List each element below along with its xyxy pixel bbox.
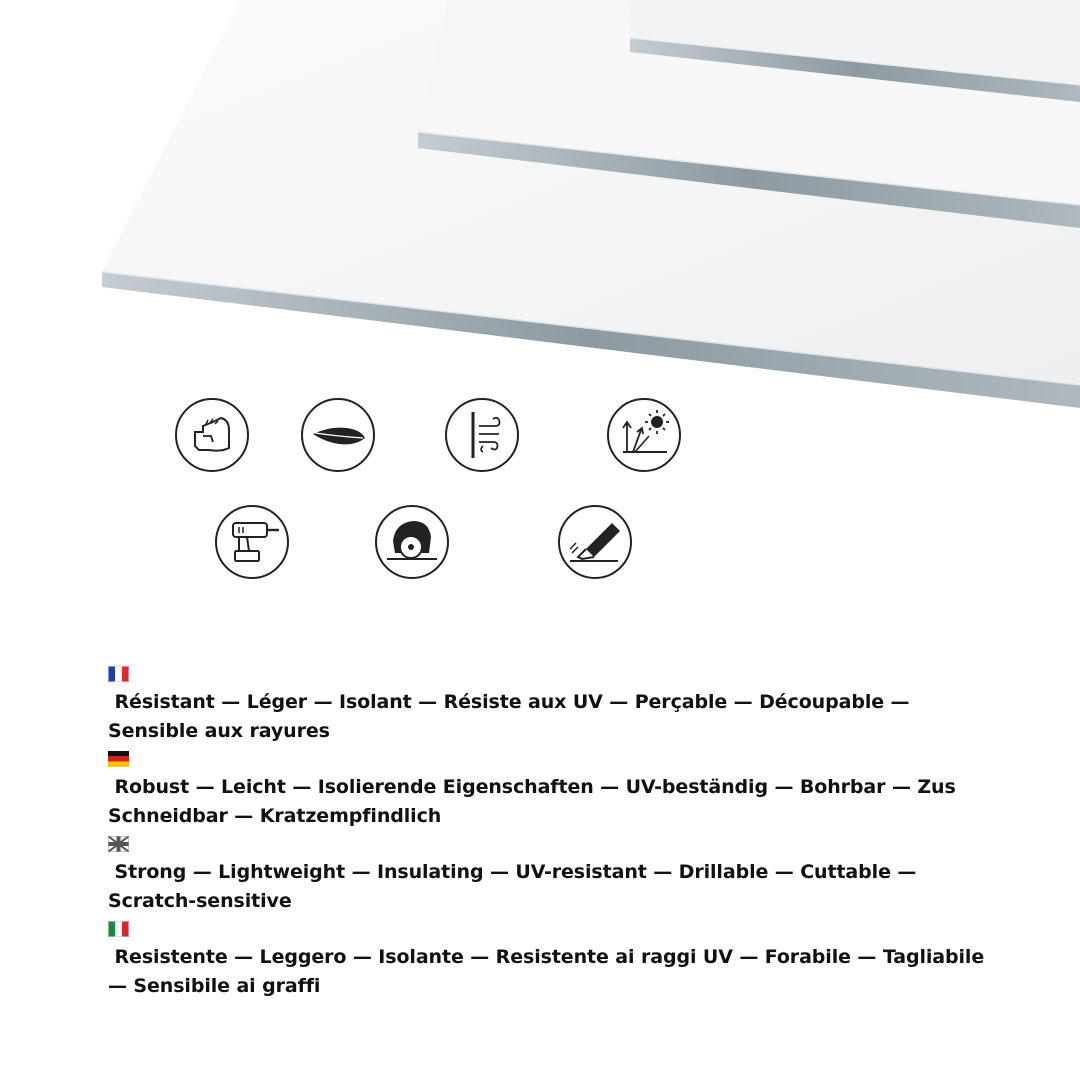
- language-block-de: [108, 751, 988, 830]
- acrylic-sheets-photo: [0, 0, 1080, 420]
- drill-icon: [213, 503, 291, 581]
- language-block-en: [108, 836, 988, 915]
- feather-icon: [299, 396, 377, 474]
- flag-italy-icon: [108, 921, 129, 937]
- uv-sun-icon: [605, 396, 683, 474]
- feature-text-en: Strong — Lightweight — Insulating — UV-resistant — Drillable — Cuttable — Scratch-sensitive: [108, 861, 923, 912]
- feature-text-fr: Résistant — Léger — Isolant — Résiste aux UV — Perçable — Découpable — Sensible aux rayures: [108, 691, 916, 742]
- cutter-knife-icon: [556, 503, 634, 581]
- strength-arm-icon: [173, 396, 251, 474]
- flag-germany-icon: [108, 751, 129, 767]
- feature-text-it: Resistente — Leggero — Isolante — Resistente ai raggi UV — Forabile — Tagliabile — Sensibile ai graffi: [108, 946, 991, 997]
- insulation-wind-icon: [443, 396, 521, 474]
- language-block-fr: [108, 666, 988, 745]
- feature-text-de: Robust — Leicht — Isolierende Eigenschaften — UV-beständig — Bohrbar — Zus Schneidbar — Kratzempfindlich: [108, 776, 963, 827]
- circular-saw-icon: [373, 503, 451, 581]
- feature-text-block: [108, 662, 991, 1006]
- flag-uk-icon: [108, 836, 129, 852]
- flag-france-icon: [108, 666, 129, 682]
- language-block-it: [108, 921, 991, 1000]
